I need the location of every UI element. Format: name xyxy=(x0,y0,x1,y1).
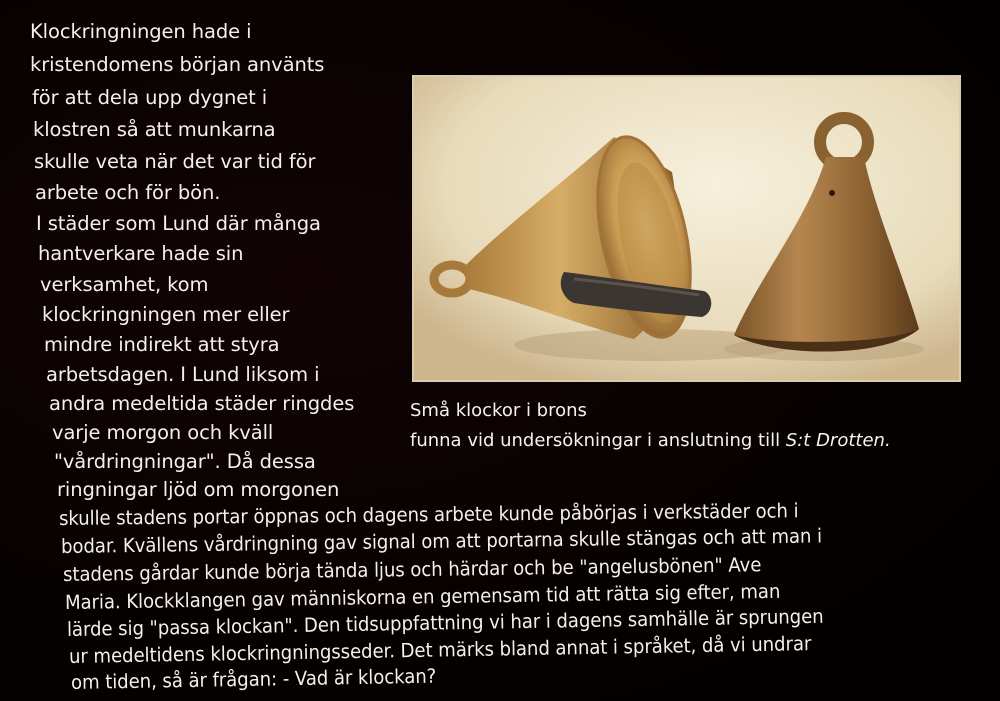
text-line: arbetsdagen. I Lund liksom i xyxy=(46,363,320,386)
text-line: klockringningen mer eller xyxy=(42,303,290,326)
text-line: Klockringningen hade i xyxy=(30,20,252,43)
text-line: bodar. Kvällens vårdringning gav signal om att portarna skulle stängas och att man i xyxy=(60,524,823,558)
text-line: andra medeltida städer ringdes xyxy=(49,392,355,415)
text-line: klostren så att munkarna xyxy=(33,118,276,141)
photo-caption-line2 xyxy=(410,430,891,451)
text-line: verksamhet, kom xyxy=(40,273,209,296)
text-line: I städer som Lund där många xyxy=(36,212,321,235)
text-line: kristendomens början använts xyxy=(30,53,325,76)
caption-place-name: S:t Drotten. xyxy=(785,430,891,451)
text-line: ur medeltidens klockringningsseder. Det märks bland annat i språket, då vi undrar xyxy=(68,632,812,668)
text-line: skulle veta när det var tid för xyxy=(34,150,316,173)
text-line: varje morgon och kväll xyxy=(52,421,274,444)
photo-caption-line1: Små klockor i brons xyxy=(410,400,587,421)
bells-photo xyxy=(412,75,961,382)
text-line: för att dela upp dygnet i xyxy=(32,86,268,109)
text-line: stadens gårdar kunde börja tända ljus och härdar och be "angelusbönen" Ave xyxy=(62,553,762,586)
text-line: "vårdringningar". Då dessa xyxy=(54,450,316,473)
text-line: skulle stadens portar öppnas och dagens arbete kunde påbörjas i verkstäder och i xyxy=(58,499,799,530)
text-line: hantverkare hade sin xyxy=(38,242,244,265)
caption-text: funna vid undersökningar i anslutning till xyxy=(410,430,786,451)
text-line: lärde sig "passa klockan". Den tidsuppfattning vi har i dagens samhälle är sprungen xyxy=(66,604,824,641)
text-line: mindre indirekt att styra xyxy=(44,333,280,356)
text-line: om tiden, så är frågan: - Vad är klockan? xyxy=(70,664,437,694)
text-line: ringningar ljöd om morgonen xyxy=(57,478,340,501)
text-line: Maria. Klockklangen gav människorna en gemensam tid att rätta sig efter, man xyxy=(64,579,781,614)
text-line: arbete och för bön. xyxy=(35,181,221,204)
bronze-bells-illustration xyxy=(414,77,961,382)
